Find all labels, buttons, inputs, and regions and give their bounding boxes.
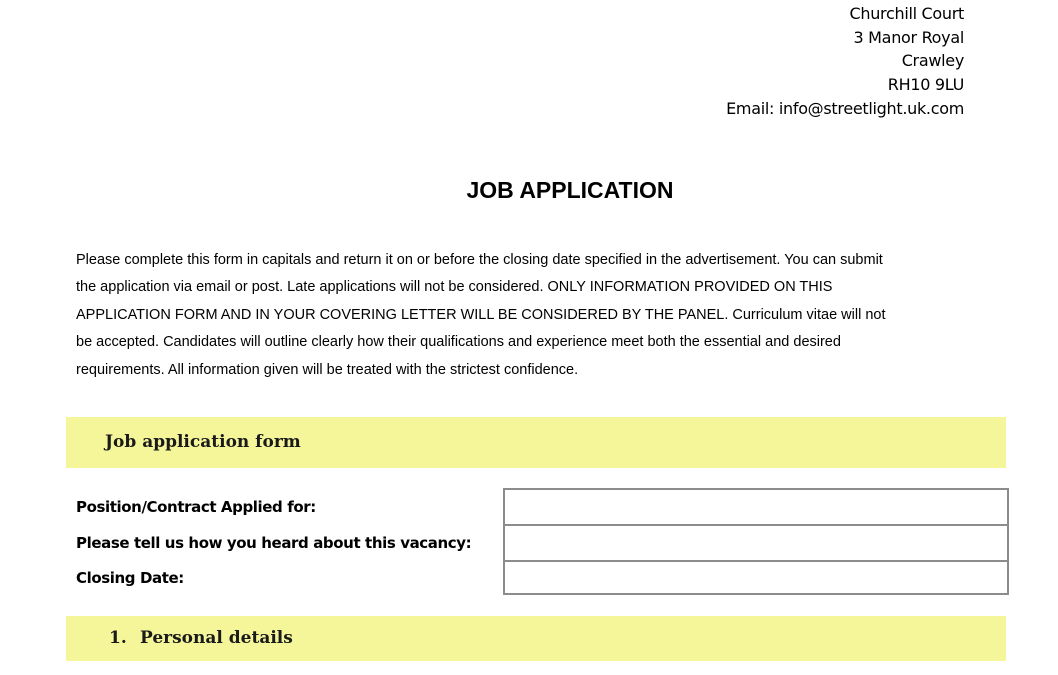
address-line-2: 3 Manor Royal (853, 27, 964, 47)
instructions-line-2: the application via email or post. Late applications will not be considered. ONLY INFORMATION PROVIDED ON THIS (76, 279, 833, 296)
section-number: 1. (109, 628, 127, 648)
vacancy-source-input[interactable] (505, 526, 1007, 560)
closing-date-input[interactable] (505, 562, 1007, 593)
address-line-1: Churchill Court (849, 4, 964, 23)
page-title: JOB APPLICATION (466, 177, 674, 203)
position-applied-input[interactable] (505, 490, 1007, 524)
position-applied-label: Position/Contract Applied for: (76, 498, 316, 516)
section-heading: Personal details (140, 628, 293, 648)
instructions-line-4: be accepted. Candidates will outline clearly how their qualifications and experience meet both the essential and desired (76, 334, 841, 351)
instructions-line-3: APPLICATION FORM AND IN YOUR COVERING LETTER WILL BE CONSIDERED BY THE PANEL. Curriculum vitae will not (76, 306, 886, 323)
address-postcode: RH10 9LU (887, 75, 964, 95)
application-fields-table (503, 488, 1009, 595)
instructions-line-5: requirements. All information given will be treated with the strictest confidence. (76, 361, 579, 378)
section-heading: Job application form (105, 432, 301, 452)
job-application-form-section-header (66, 417, 1006, 468)
personal-details-section-header (66, 616, 1006, 661)
contact-email: Email: info@streetlight.uk.com (726, 98, 964, 118)
vacancy-source-label: Please tell us how you heard about this vacancy: (76, 534, 472, 552)
organisation-address (726, 2, 964, 121)
instructions-paragraph (76, 247, 1006, 384)
instructions-line-1: Please complete this form in capitals and return it on or before the closing date specified in the advertisement. You can submit (76, 252, 883, 268)
closing-date-label: Closing Date: (76, 569, 184, 587)
address-town: Crawley (901, 51, 964, 71)
